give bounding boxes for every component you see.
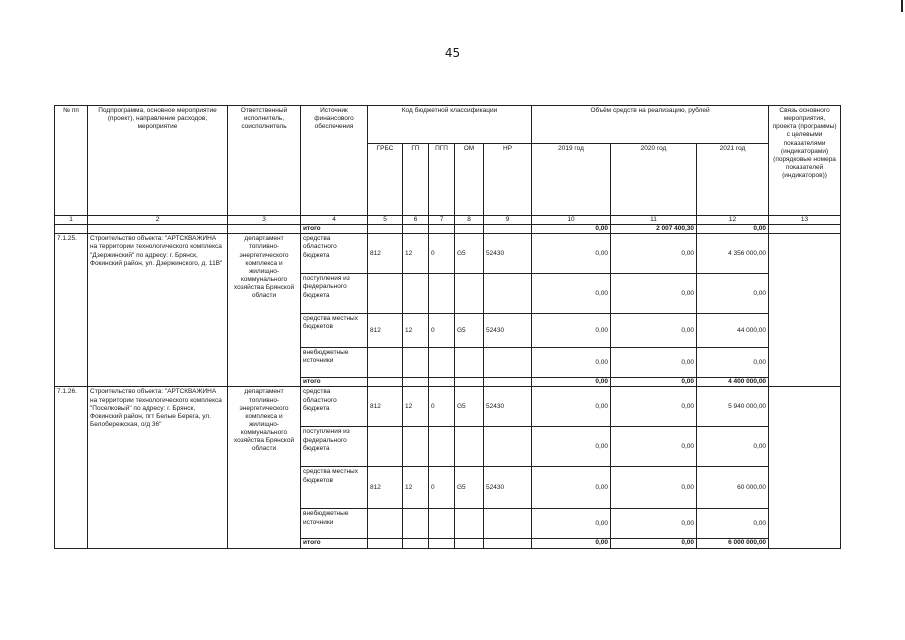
scan-edge-mark	[901, 0, 903, 12]
code-om: G5	[455, 314, 484, 348]
header-2020: 2020 год	[611, 144, 697, 216]
code-grbs	[368, 348, 403, 378]
header-col-name: Подпрограмма, основное мероприятие (проект), направление расходов, мероприятие	[88, 106, 228, 216]
col-number: 2	[88, 216, 228, 225]
value-2019: 0,00	[532, 314, 611, 348]
funding-source: средства областного бюджета	[301, 387, 368, 427]
code-om	[455, 509, 484, 539]
col-number: 12	[697, 216, 769, 225]
code-np: 52430	[484, 467, 532, 509]
page-number: 45	[444, 46, 461, 60]
header-2019: 2019 год	[532, 144, 611, 216]
code-gp	[403, 509, 429, 539]
project-number: 7.1.26.	[55, 387, 88, 548]
value-2021: 0,00	[697, 509, 769, 539]
code-grbs	[368, 274, 403, 314]
col-number: 11	[611, 216, 697, 225]
code-np: 52430	[484, 387, 532, 427]
code-np: 52430	[484, 314, 532, 348]
header-col-source: Источник финансового обеспечения	[301, 106, 368, 216]
code-gp: 12	[403, 467, 429, 509]
header-np: НР	[484, 144, 532, 216]
project-executor: департамент топливно-энергетического комплекса и жилищно-коммунального хозяйства Брянской области	[228, 387, 301, 548]
value-2021: 0,00	[697, 348, 769, 378]
funding-source: средства областного бюджета	[301, 234, 368, 274]
code-pgp	[429, 509, 455, 539]
col-number: 9	[484, 216, 532, 225]
funding-source: внебюджетные источники	[301, 509, 368, 539]
code-pgp	[429, 348, 455, 378]
table-row	[55, 234, 841, 274]
total-2021: 0,00	[697, 225, 769, 234]
code-np	[484, 274, 532, 314]
code-grbs: 812	[368, 234, 403, 274]
value-2020: 0,00	[611, 348, 697, 378]
indicator-link	[769, 387, 841, 548]
total-2019: 0,00	[532, 539, 611, 548]
header-grbs: ГРБС	[368, 144, 403, 216]
indicator-link	[769, 234, 841, 387]
value-2021: 60 000,00	[697, 467, 769, 509]
code-pgp	[429, 274, 455, 314]
project-name: Строительство объекта: "АРТСКВАЖИНА на территории технологического комплекса "Дзержинский" по адресу: г. Брянск, Фокинский район, ул. Дзержинского, д. 11В"	[88, 234, 228, 387]
value-2021: 0,00	[697, 274, 769, 314]
total-2019: 0,00	[532, 225, 611, 234]
col-number: 8	[455, 216, 484, 225]
value-2021: 44 000,00	[697, 314, 769, 348]
value-2019: 0,00	[532, 387, 611, 427]
header-col-no: № пп	[55, 106, 88, 216]
header-col-executor: Ответственный исполнитель, соисполнитель	[228, 106, 301, 216]
code-pgp	[429, 427, 455, 467]
funding-source: поступления из федерального бюджета	[301, 274, 368, 314]
code-om	[455, 274, 484, 314]
funding-source: внебюджетные источники	[301, 348, 368, 378]
code-om	[455, 427, 484, 467]
code-gp	[403, 274, 429, 314]
total-2020: 0,00	[611, 539, 697, 548]
project-executor: департамент топливно-энергетического комплекса и жилищно-коммунального хозяйства Брянской области	[228, 234, 301, 387]
project-name: Строительство объекта: "АРТСКВАЖИНА на территории технологического комплекса "Поселковый" по адресу: г. Брянск, Фокинский район, пгт Белые Берега, ул. Белобережская, о/д 36"	[88, 387, 228, 548]
value-2020: 0,00	[611, 314, 697, 348]
code-np	[484, 509, 532, 539]
value-2019: 0,00	[532, 467, 611, 509]
code-np	[484, 348, 532, 378]
col-number: 7	[429, 216, 455, 225]
code-pgp: 0	[429, 234, 455, 274]
column-number-row	[55, 216, 841, 225]
code-gp: 12	[403, 234, 429, 274]
prev-total-row	[55, 225, 841, 234]
col-number: 4	[301, 216, 368, 225]
value-2020: 0,00	[611, 509, 697, 539]
funding-source: поступления из федерального бюджета	[301, 427, 368, 467]
header-col-volume: Объём средств на реализацию, рублей	[532, 106, 769, 144]
value-2021: 5 940 000,00	[697, 387, 769, 427]
col-number: 5	[368, 216, 403, 225]
value-2020: 0,00	[611, 427, 697, 467]
code-om: G5	[455, 387, 484, 427]
code-grbs: 812	[368, 314, 403, 348]
value-2020: 0,00	[611, 234, 697, 274]
code-om	[455, 348, 484, 378]
code-pgp: 0	[429, 387, 455, 427]
project-number: 7.1.25.	[55, 234, 88, 387]
total-2019: 0,00	[532, 378, 611, 387]
code-pgp: 0	[429, 467, 455, 509]
total-2021: 6 000 000,00	[697, 539, 769, 548]
funding-source: средства местных бюджетов	[301, 467, 368, 509]
value-2019: 0,00	[532, 427, 611, 467]
code-gp	[403, 427, 429, 467]
code-grbs	[368, 509, 403, 539]
budget-table	[54, 105, 841, 549]
value-2019: 0,00	[532, 234, 611, 274]
value-2020: 0,00	[611, 387, 697, 427]
code-grbs	[368, 427, 403, 467]
header-pgp: ПГП	[429, 144, 455, 216]
code-pgp: 0	[429, 314, 455, 348]
code-grbs: 812	[368, 387, 403, 427]
code-np: 52430	[484, 234, 532, 274]
col-number: 13	[769, 216, 841, 225]
value-2019: 0,00	[532, 348, 611, 378]
header-col-code: Код бюджетной классификации	[368, 106, 532, 144]
code-gp: 12	[403, 314, 429, 348]
value-2021: 0,00	[697, 427, 769, 467]
code-np	[484, 427, 532, 467]
total-label: итого	[301, 225, 368, 234]
header-col-link: Связь основного мероприятия, проекта (программы) с целевыми показателями (индикаторами) (порядковые номера показателей (индикаторов))	[769, 106, 841, 216]
col-number: 1	[55, 216, 88, 225]
code-grbs: 812	[368, 467, 403, 509]
value-2019: 0,00	[532, 509, 611, 539]
total-label: итого	[301, 378, 368, 387]
header-om: ОМ	[455, 144, 484, 216]
total-label: итого	[301, 539, 368, 548]
total-2020: 0,00	[611, 378, 697, 387]
code-om: G5	[455, 467, 484, 509]
value-2019: 0,00	[532, 274, 611, 314]
value-2020: 0,00	[611, 467, 697, 509]
total-2021: 4 400 000,00	[697, 378, 769, 387]
col-number: 10	[532, 216, 611, 225]
header-2021: 2021 год	[697, 144, 769, 216]
col-number: 3	[228, 216, 301, 225]
code-gp	[403, 348, 429, 378]
table-row	[55, 387, 841, 427]
value-2021: 4 356 000,00	[697, 234, 769, 274]
total-2020: 2 007 400,30	[611, 225, 697, 234]
funding-source: средства местных бюджетов	[301, 314, 368, 348]
code-om: G5	[455, 234, 484, 274]
code-gp: 12	[403, 387, 429, 427]
col-number: 6	[403, 216, 429, 225]
value-2020: 0,00	[611, 274, 697, 314]
header-gp: ГП	[403, 144, 429, 216]
